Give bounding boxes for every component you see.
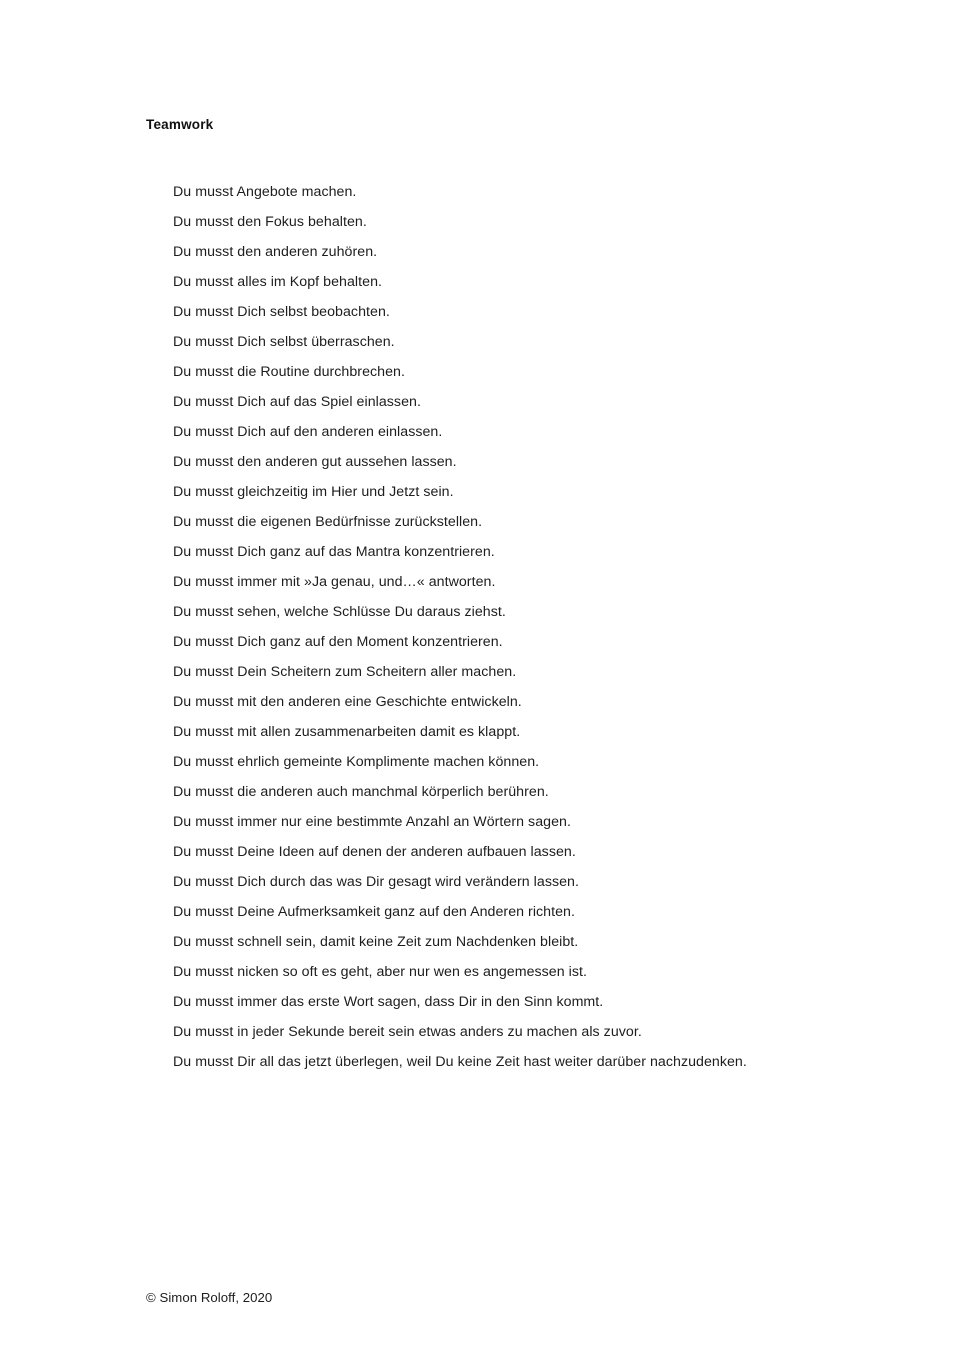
list-item: Du musst immer das erste Wort sagen, dass Dir in den Sinn kommt. bbox=[173, 994, 604, 1010]
list-item: Du musst Dich auf den anderen einlassen. bbox=[173, 424, 443, 440]
list-item: Du musst schnell sein, damit keine Zeit zum Nachdenken bleibt. bbox=[173, 934, 579, 950]
list-item: Du musst immer mit »Ja genau, und…« antworten. bbox=[173, 574, 496, 590]
list-item: Du musst immer nur eine bestimmte Anzahl an Wörtern sagen. bbox=[173, 814, 571, 830]
list-item: Du musst den Fokus behalten. bbox=[173, 214, 367, 230]
list-item: Du musst die eigenen Bedürfnisse zurückstellen. bbox=[173, 514, 483, 530]
list-item: Du musst Deine Aufmerksamkeit ganz auf den Anderen richten. bbox=[173, 904, 575, 920]
list-item: Du musst in jeder Sekunde bereit sein etwas anders zu machen als zuvor. bbox=[173, 1024, 642, 1040]
list-item: Du musst mit allen zusammenarbeiten damit es klappt. bbox=[173, 724, 521, 740]
list-item: Du musst den anderen zuhören. bbox=[173, 244, 378, 260]
poem-line-list bbox=[173, 177, 873, 1077]
list-item: Du musst alles im Kopf behalten. bbox=[173, 274, 382, 290]
list-item: Du musst Dich auf das Spiel einlassen. bbox=[173, 394, 421, 410]
list-item: Du musst Angebote machen. bbox=[173, 184, 357, 200]
copyright-footer: © Simon Roloff, 2020 bbox=[146, 1290, 273, 1305]
list-item: Du musst Dich selbst beobachten. bbox=[173, 304, 390, 320]
list-item: Du musst Dich selbst überraschen. bbox=[173, 334, 395, 350]
list-item: Du musst Dein Scheitern zum Scheitern aller machen. bbox=[173, 664, 517, 680]
list-item: Du musst ehrlich gemeinte Komplimente machen können. bbox=[173, 754, 540, 770]
list-item: Du musst den anderen gut aussehen lassen. bbox=[173, 454, 457, 470]
list-item: Du musst Dich ganz auf das Mantra konzentrieren. bbox=[173, 544, 495, 560]
list-item: Du musst Dir all das jetzt überlegen, weil Du keine Zeit hast weiter darüber nachzudenken. bbox=[173, 1054, 747, 1070]
page-title: Teamwork bbox=[146, 117, 214, 132]
list-item: Du musst gleichzeitig im Hier und Jetzt sein. bbox=[173, 484, 454, 500]
list-item: Du musst mit den anderen eine Geschichte entwickeln. bbox=[173, 694, 522, 710]
list-item: Du musst die Routine durchbrechen. bbox=[173, 364, 405, 380]
list-item: Du musst Dich ganz auf den Moment konzentrieren. bbox=[173, 634, 503, 650]
list-item: Du musst nicken so oft es geht, aber nur wen es angemessen ist. bbox=[173, 964, 588, 980]
list-item: Du musst die anderen auch manchmal körperlich berühren. bbox=[173, 784, 549, 800]
list-item: Du musst Deine Ideen auf denen der anderen aufbauen lassen. bbox=[173, 844, 576, 860]
list-item: Du musst sehen, welche Schlüsse Du daraus ziehst. bbox=[173, 604, 506, 620]
list-item: Du musst Dich durch das was Dir gesagt wird verändern lassen. bbox=[173, 874, 579, 890]
